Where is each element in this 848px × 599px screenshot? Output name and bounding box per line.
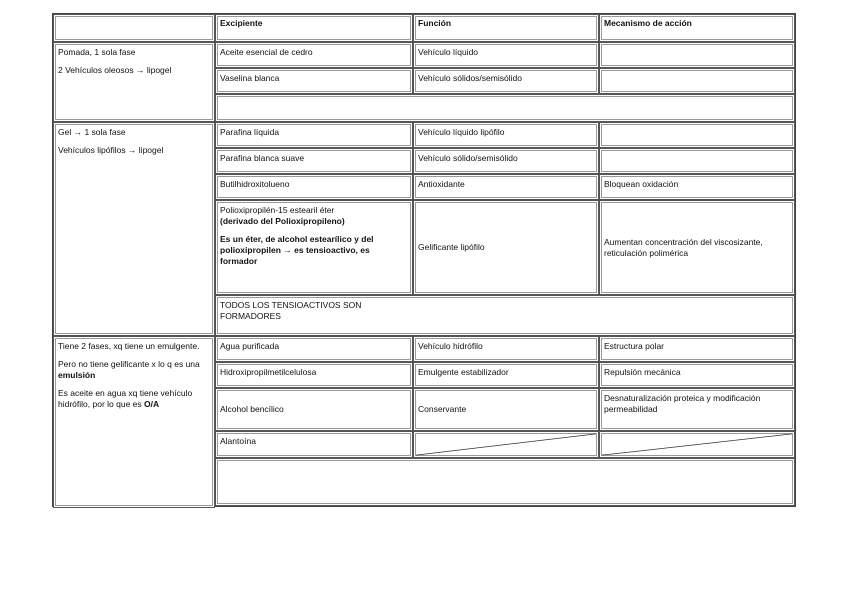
- table-cell: [599, 42, 795, 68]
- table-cell: Parafina blanca suave: [215, 148, 413, 174]
- table-cell: Agua purificada: [215, 336, 413, 362]
- diagonal-empty-cell: [413, 431, 599, 458]
- poly-line3: Es un éter, de alcohol estearílico y del polioxipropilen → es tensioactivo, es formador: [220, 234, 374, 266]
- group1-desc-line: 2 Vehículos oleosos → lipogel: [58, 65, 172, 75]
- group1-description: [53, 42, 215, 122]
- diagonal-empty-cell: [599, 431, 795, 458]
- diagonal-line: [600, 432, 794, 457]
- group3-desc-line: [58, 359, 210, 381]
- group2-desc-line: Vehículos lipófilos → lipogel: [58, 145, 164, 155]
- table-cell: Antioxidante: [413, 174, 599, 200]
- table-cell: Repulsión mecánica: [599, 362, 795, 388]
- diagonal-line: [414, 432, 598, 457]
- table-cell: Parafina líquida: [215, 122, 413, 148]
- group1-desc-line: Pomada, 1 sola fase: [58, 47, 136, 57]
- tensioactivos-note: [215, 295, 795, 336]
- emulsion-label: emulsión: [58, 370, 96, 380]
- table-cell: [413, 388, 599, 431]
- header-excipiente: Excipiente: [215, 14, 413, 42]
- table-cell: Hidroxipropilmetilcelulosa: [215, 362, 413, 388]
- header-funcion: Función: [413, 14, 599, 42]
- cell-text: Conservante: [418, 404, 467, 414]
- table-cell: Vehículo líquido lipófilo: [413, 122, 599, 148]
- table-cell: Vaselina blanca: [215, 68, 413, 94]
- table-cell: Vehículo hidrófilo: [413, 336, 599, 362]
- group1-spacer-cell: [215, 94, 795, 122]
- table-cell: Butilhidroxitolueno: [215, 174, 413, 200]
- table-cell: [599, 200, 795, 295]
- header-empty-cell: [53, 14, 215, 42]
- table-cell: [599, 148, 795, 174]
- group2-desc-line: Gel → 1 sola fase: [58, 127, 126, 137]
- group3-desc3-text: Es aceite en agua xq tiene vehículo hidrófilo, por lo que es: [58, 388, 193, 409]
- polioxipropilen-cell: [215, 200, 413, 295]
- table-cell: [413, 200, 599, 295]
- table-cell: [215, 388, 413, 431]
- table-cell: Bloquean oxidación: [599, 174, 795, 200]
- table-cell: Vehículo sólidos/semisólido: [413, 68, 599, 94]
- group2-description: [53, 122, 215, 336]
- group3-desc2-text: Pero no tiene gelificante x lo q es una: [58, 359, 200, 369]
- excipients-table: [52, 13, 796, 507]
- poly-line2: (derivado del Polioxipropileno): [220, 216, 345, 226]
- group3-desc-line: Tiene 2 fases, xq tiene un emulgente.: [58, 341, 200, 351]
- table-cell: Vehículo sólido/semisólido: [413, 148, 599, 174]
- group3-spacer-cell: [215, 458, 795, 506]
- poly-line1: Polioxipropilén-15 estearil éter: [220, 205, 335, 215]
- cell-text: Alcohol bencílico: [220, 404, 284, 414]
- poly-funcion: Gelificante lipófilo: [418, 242, 485, 252]
- group3-description: [53, 336, 215, 508]
- table-cell: Desnaturalización proteica y modificación permeabilidad: [599, 388, 795, 431]
- table-cell: Vehículo líquido: [413, 42, 599, 68]
- table-cell: [599, 68, 795, 94]
- table-cell: Aceite esencial de cedro: [215, 42, 413, 68]
- oa-label: O/A: [144, 399, 160, 409]
- tensioactivos-note-text: TODOS LOS TENSIOACTIVOS SON FORMADORES: [220, 300, 362, 321]
- header-mecanismo: Mecanismo de acción: [599, 14, 795, 42]
- group3-desc-line: [58, 388, 210, 410]
- table-cell: Alantoína: [215, 431, 413, 458]
- table-cell: Estructura polar: [599, 336, 795, 362]
- poly-mecanismo: Aumentan concentración del viscosizante, reticulación polimérica: [604, 236, 763, 258]
- table-cell: Emulgente estabilizador: [413, 362, 599, 388]
- table-cell: [599, 122, 795, 148]
